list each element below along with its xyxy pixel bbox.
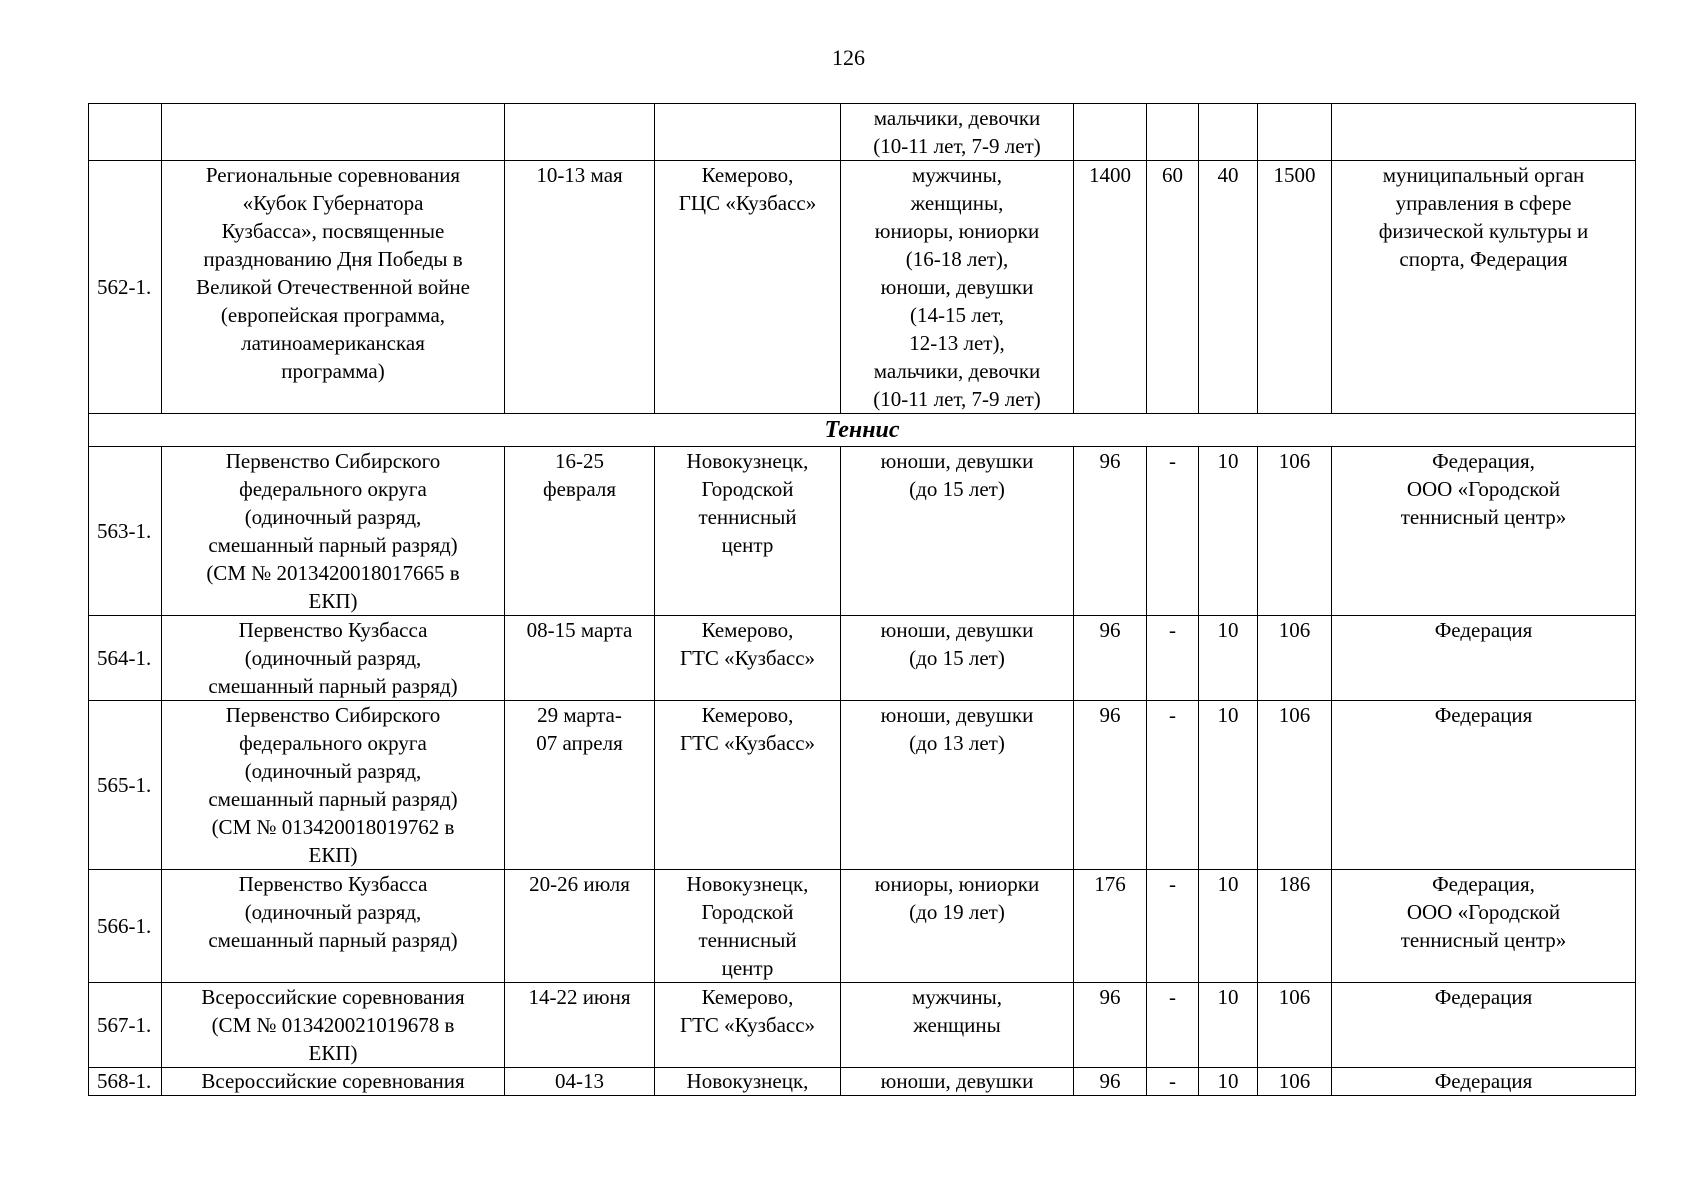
cell-count-3: 10 (1199, 983, 1258, 1068)
cell-participants: мальчики, девочки (10-11 лет, 7-9 лет) (841, 104, 1074, 161)
table-row (89, 983, 1636, 1068)
cell-place (655, 104, 841, 161)
cell-participants: мужчины, женщины (841, 983, 1074, 1068)
cell-participants: мужчины, женщины, юниоры, юниорки (16-18 лет), юноши, девушки (14-15 лет, 12-13 лет), мальчики, девочки (10-11 лет, 7-9 лет) (841, 161, 1074, 414)
cell-count-total: 106 (1258, 1068, 1332, 1096)
cell-count-1: 96 (1074, 1068, 1147, 1096)
cell-count-total: 1500 (1258, 161, 1332, 414)
cell-participants: юниоры, юниорки (до 19 лет) (841, 870, 1074, 983)
cell-organizer: Федерация (1332, 616, 1636, 701)
cell-participants: юноши, девушки (до 15 лет) (841, 616, 1074, 701)
cell-count-total: 106 (1258, 983, 1332, 1068)
cell-dates: 16-25 февраля (505, 447, 655, 616)
cell-organizer: Федерация (1332, 701, 1636, 870)
cell-count-3: 10 (1199, 701, 1258, 870)
cell-count-2: 60 (1147, 161, 1199, 414)
cell-count-2: - (1147, 616, 1199, 701)
cell-count-total: 186 (1258, 870, 1332, 983)
cell-place: Кемерово, ГТС «Кузбасс» (655, 616, 841, 701)
cell-organizer: муниципальный орган управления в сфере физической культуры и спорта, Федерация (1332, 161, 1636, 414)
cell-count-2 (1147, 104, 1199, 161)
cell-count-3 (1199, 104, 1258, 161)
cell-count-1: 176 (1074, 870, 1147, 983)
cell-number (89, 104, 162, 161)
cell-organizer: Федерация (1332, 983, 1636, 1068)
events-table (88, 103, 1636, 1096)
cell-event-name: Первенство Сибирского федерального округа (одиночный разряд, смешанный парный разряд) (СМ № 2013420018017665 в ЕКП) (162, 447, 505, 616)
cell-count-total: 106 (1258, 701, 1332, 870)
cell-event-name (162, 104, 505, 161)
table-row (89, 447, 1636, 616)
table-row (89, 161, 1636, 414)
cell-place: Кемерово, ГЦС «Кузбасс» (655, 161, 841, 414)
cell-count-2: - (1147, 870, 1199, 983)
cell-count-1 (1074, 104, 1147, 161)
table-row-continuation (89, 104, 1636, 161)
page-number: 126 (832, 45, 865, 70)
cell-dates: 20-26 июля (505, 870, 655, 983)
cell-event-name: Первенство Кузбасса (одиночный разряд, смешанный парный разряд) (162, 616, 505, 701)
cell-count-1: 96 (1074, 447, 1147, 616)
cell-participants: юноши, девушки (до 15 лет) (841, 447, 1074, 616)
cell-count-2: - (1147, 983, 1199, 1068)
cell-event-name: Региональные соревнования «Кубок Губернатора Кузбасса», посвященные празднованию Дня Победы в Великой Отечественной войне (европейская программа, латиноамериканская программа) (162, 161, 505, 414)
section-title: Теннис (89, 414, 1636, 447)
cell-number: 564-1. (89, 616, 162, 701)
cell-count-3: 10 (1199, 447, 1258, 616)
cell-dates (505, 104, 655, 161)
cell-count-2: - (1147, 447, 1199, 616)
cell-participants: юноши, девушки (841, 1068, 1074, 1096)
cell-organizer: Федерация, ООО «Городской теннисный центр» (1332, 870, 1636, 983)
cell-number: 565-1. (89, 701, 162, 870)
cell-dates: 14-22 июня (505, 983, 655, 1068)
cell-place: Кемерово, ГТС «Кузбасс» (655, 701, 841, 870)
cell-number: 566-1. (89, 870, 162, 983)
cell-dates: 29 марта- 07 апреля (505, 701, 655, 870)
cell-place: Новокузнецк, (655, 1068, 841, 1096)
cell-dates: 04-13 (505, 1068, 655, 1096)
table-row (89, 701, 1636, 870)
table-row (89, 1068, 1636, 1096)
cell-dates: 08-15 марта (505, 616, 655, 701)
cell-organizer: Федерация, ООО «Городской теннисный центр» (1332, 447, 1636, 616)
cell-count-3: 10 (1199, 616, 1258, 701)
cell-count-total: 106 (1258, 447, 1332, 616)
cell-count-3: 40 (1199, 161, 1258, 414)
cell-dates: 10-13 мая (505, 161, 655, 414)
table-row (89, 616, 1636, 701)
cell-count-1: 96 (1074, 616, 1147, 701)
cell-count-total: 106 (1258, 616, 1332, 701)
cell-count-3: 10 (1199, 1068, 1258, 1096)
cell-count-1: 1400 (1074, 161, 1147, 414)
cell-event-name: Первенство Кузбасса (одиночный разряд, смешанный парный разряд) (162, 870, 505, 983)
cell-organizer: Федерация (1332, 1068, 1636, 1096)
cell-number: 567-1. (89, 983, 162, 1068)
cell-count-1: 96 (1074, 983, 1147, 1068)
cell-count-1: 96 (1074, 701, 1147, 870)
cell-organizer (1332, 104, 1636, 161)
cell-count-2: - (1147, 1068, 1199, 1096)
cell-place: Кемерово, ГТС «Кузбасс» (655, 983, 841, 1068)
cell-count-total (1258, 104, 1332, 161)
cell-number: 563-1. (89, 447, 162, 616)
section-row (89, 414, 1636, 447)
table-row (89, 870, 1636, 983)
cell-place: Новокузнецк, Городской теннисный центр (655, 447, 841, 616)
cell-place: Новокузнецк, Городской теннисный центр (655, 870, 841, 983)
cell-count-3: 10 (1199, 870, 1258, 983)
cell-participants: юноши, девушки (до 13 лет) (841, 701, 1074, 870)
cell-event-name: Первенство Сибирского федерального округа (одиночный разряд, смешанный парный разряд) (СМ № 013420018019762 в ЕКП) (162, 701, 505, 870)
cell-count-2: - (1147, 701, 1199, 870)
cell-event-name: Всероссийские соревнования (162, 1068, 505, 1096)
cell-number: 568-1. (89, 1068, 162, 1096)
cell-event-name: Всероссийские соревнования (СМ № 013420021019678 в ЕКП) (162, 983, 505, 1068)
cell-number: 562-1. (89, 161, 162, 414)
